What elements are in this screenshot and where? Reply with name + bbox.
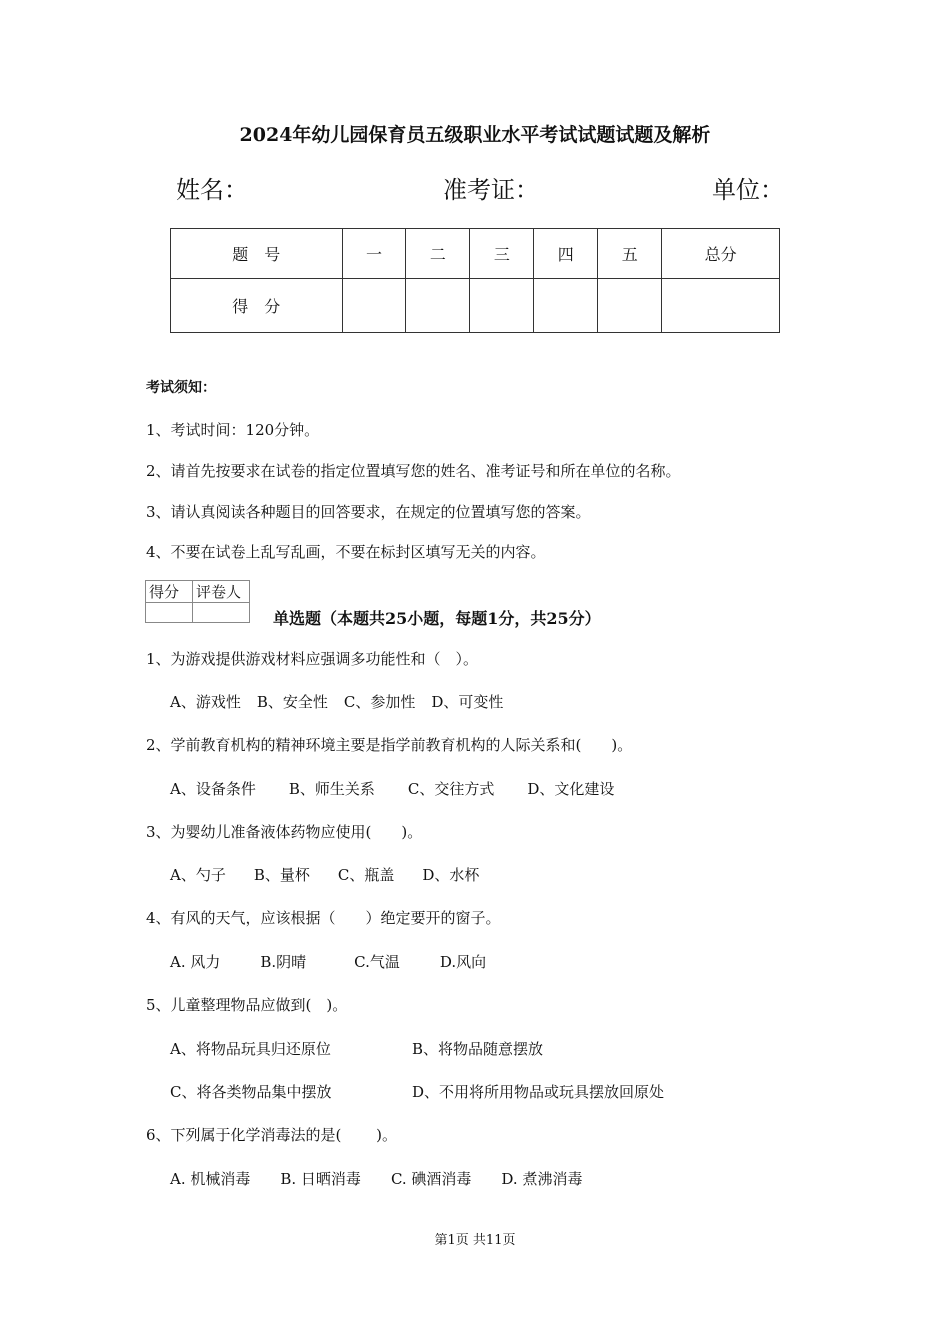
score-input-cell[interactable] — [470, 279, 534, 333]
option[interactable]: C、交往方式 — [407, 780, 495, 798]
score-header-cell: 四 — [534, 229, 598, 279]
page-title: 2024年幼儿园保育员五级职业水平考试试题试题及解析 — [239, 124, 711, 146]
score-header-cell: 题 号 — [171, 229, 343, 279]
notice-item: 1、考试时间：120分钟。 — [146, 421, 320, 439]
score-table-header-row — [171, 229, 780, 279]
option[interactable]: B. 日晒消毒 — [280, 1170, 361, 1188]
question-options — [170, 691, 503, 712]
grader-reviewer-label: 评卷人 — [193, 581, 250, 603]
score-header-cell: 三 — [470, 229, 534, 279]
unit-field-label: 单位： — [712, 176, 784, 204]
question-text: 2、学前教育机构的精神环境主要是指学前教育机构的人际关系和( )。 — [146, 736, 633, 754]
option[interactable]: B.阴晴 — [260, 953, 307, 971]
option[interactable]: D、水杯 — [422, 866, 480, 884]
option[interactable]: C.气温 — [354, 953, 400, 971]
score-input-cell[interactable] — [662, 279, 780, 333]
score-input-cell[interactable] — [598, 279, 662, 333]
question-text: 5、儿童整理物品应做到( )。 — [146, 996, 348, 1014]
option[interactable]: C. 碘酒消毒 — [390, 1170, 472, 1188]
option[interactable]: A、游戏性 — [170, 693, 241, 711]
score-header-cell: 五 — [598, 229, 662, 279]
option[interactable]: D、不用将所用物品或玩具摆放回原处 — [412, 1083, 665, 1101]
grader-reviewer-cell[interactable] — [193, 603, 250, 623]
option[interactable]: B、将物品随意摆放 — [412, 1040, 544, 1058]
question-options — [170, 951, 486, 972]
option[interactable]: D.风向 — [439, 953, 487, 971]
score-header-cell: 总分 — [662, 229, 780, 279]
option[interactable]: D. 煮沸消毒 — [501, 1170, 583, 1188]
score-row-label: 得 分 — [171, 279, 343, 333]
score-input-cell[interactable] — [406, 279, 470, 333]
score-table-score-row — [171, 279, 780, 333]
question-options — [170, 778, 614, 799]
score-table — [170, 228, 780, 333]
question-options — [170, 1168, 582, 1189]
question-options — [170, 864, 479, 885]
option[interactable]: D、可变性 — [431, 693, 504, 711]
option[interactable]: D、文化建设 — [527, 780, 615, 798]
notice-item: 2、请首先按要求在试卷的指定位置填写您的姓名、准考证号和所在单位的名称。 — [146, 462, 681, 480]
notice-item: 3、请认真阅读各种题目的回答要求，在规定的位置填写您的答案。 — [146, 503, 591, 521]
option[interactable]: C、将各类物品集中摆放 — [170, 1083, 332, 1101]
notice-heading: 考试须知： — [146, 380, 216, 396]
question-text: 6、下列属于化学消毒法的是( )。 — [146, 1126, 398, 1144]
option[interactable]: A. 机械消毒 — [170, 1170, 251, 1188]
option[interactable]: B、量杯 — [253, 866, 310, 884]
question-text: 3、为婴幼儿准备液体药物应使用( )。 — [146, 823, 423, 841]
exam-id-field-label: 准考证： — [443, 176, 539, 204]
grader-score-label: 得分 — [146, 581, 193, 603]
score-input-cell[interactable] — [342, 279, 406, 333]
question-text: 1、为游戏提供游戏材料应强调多功能性和（ ）。 — [146, 650, 479, 668]
grader-score-cell[interactable] — [146, 603, 193, 623]
notice-item: 4、不要在试卷上乱写乱画，不要在标封区填写无关的内容。 — [146, 543, 546, 561]
score-header-cell: 二 — [406, 229, 470, 279]
option[interactable]: C、参加性 — [343, 693, 416, 711]
page-footer: 第1页 共11页 — [434, 1233, 516, 1248]
option[interactable]: A、设备条件 — [170, 780, 256, 798]
score-header-cell: 一 — [342, 229, 406, 279]
question-text: 4、有风的天气，应该根据（ ）绝定要开的窗子。 — [146, 909, 501, 927]
option[interactable]: B、安全性 — [256, 693, 328, 711]
option[interactable]: A、勺子 — [170, 866, 226, 884]
option[interactable]: A、将物品玩具归还原位 — [170, 1040, 331, 1058]
option[interactable]: A. 风力 — [170, 953, 221, 971]
option[interactable]: C、瓶盖 — [337, 866, 395, 884]
option[interactable]: B、师生关系 — [288, 780, 375, 798]
name-field-label: 姓名： — [176, 176, 248, 204]
section-title: 单选题（本题共25小题，每题1分，共25分） — [273, 609, 601, 628]
grader-box — [145, 580, 250, 623]
score-input-cell[interactable] — [534, 279, 598, 333]
